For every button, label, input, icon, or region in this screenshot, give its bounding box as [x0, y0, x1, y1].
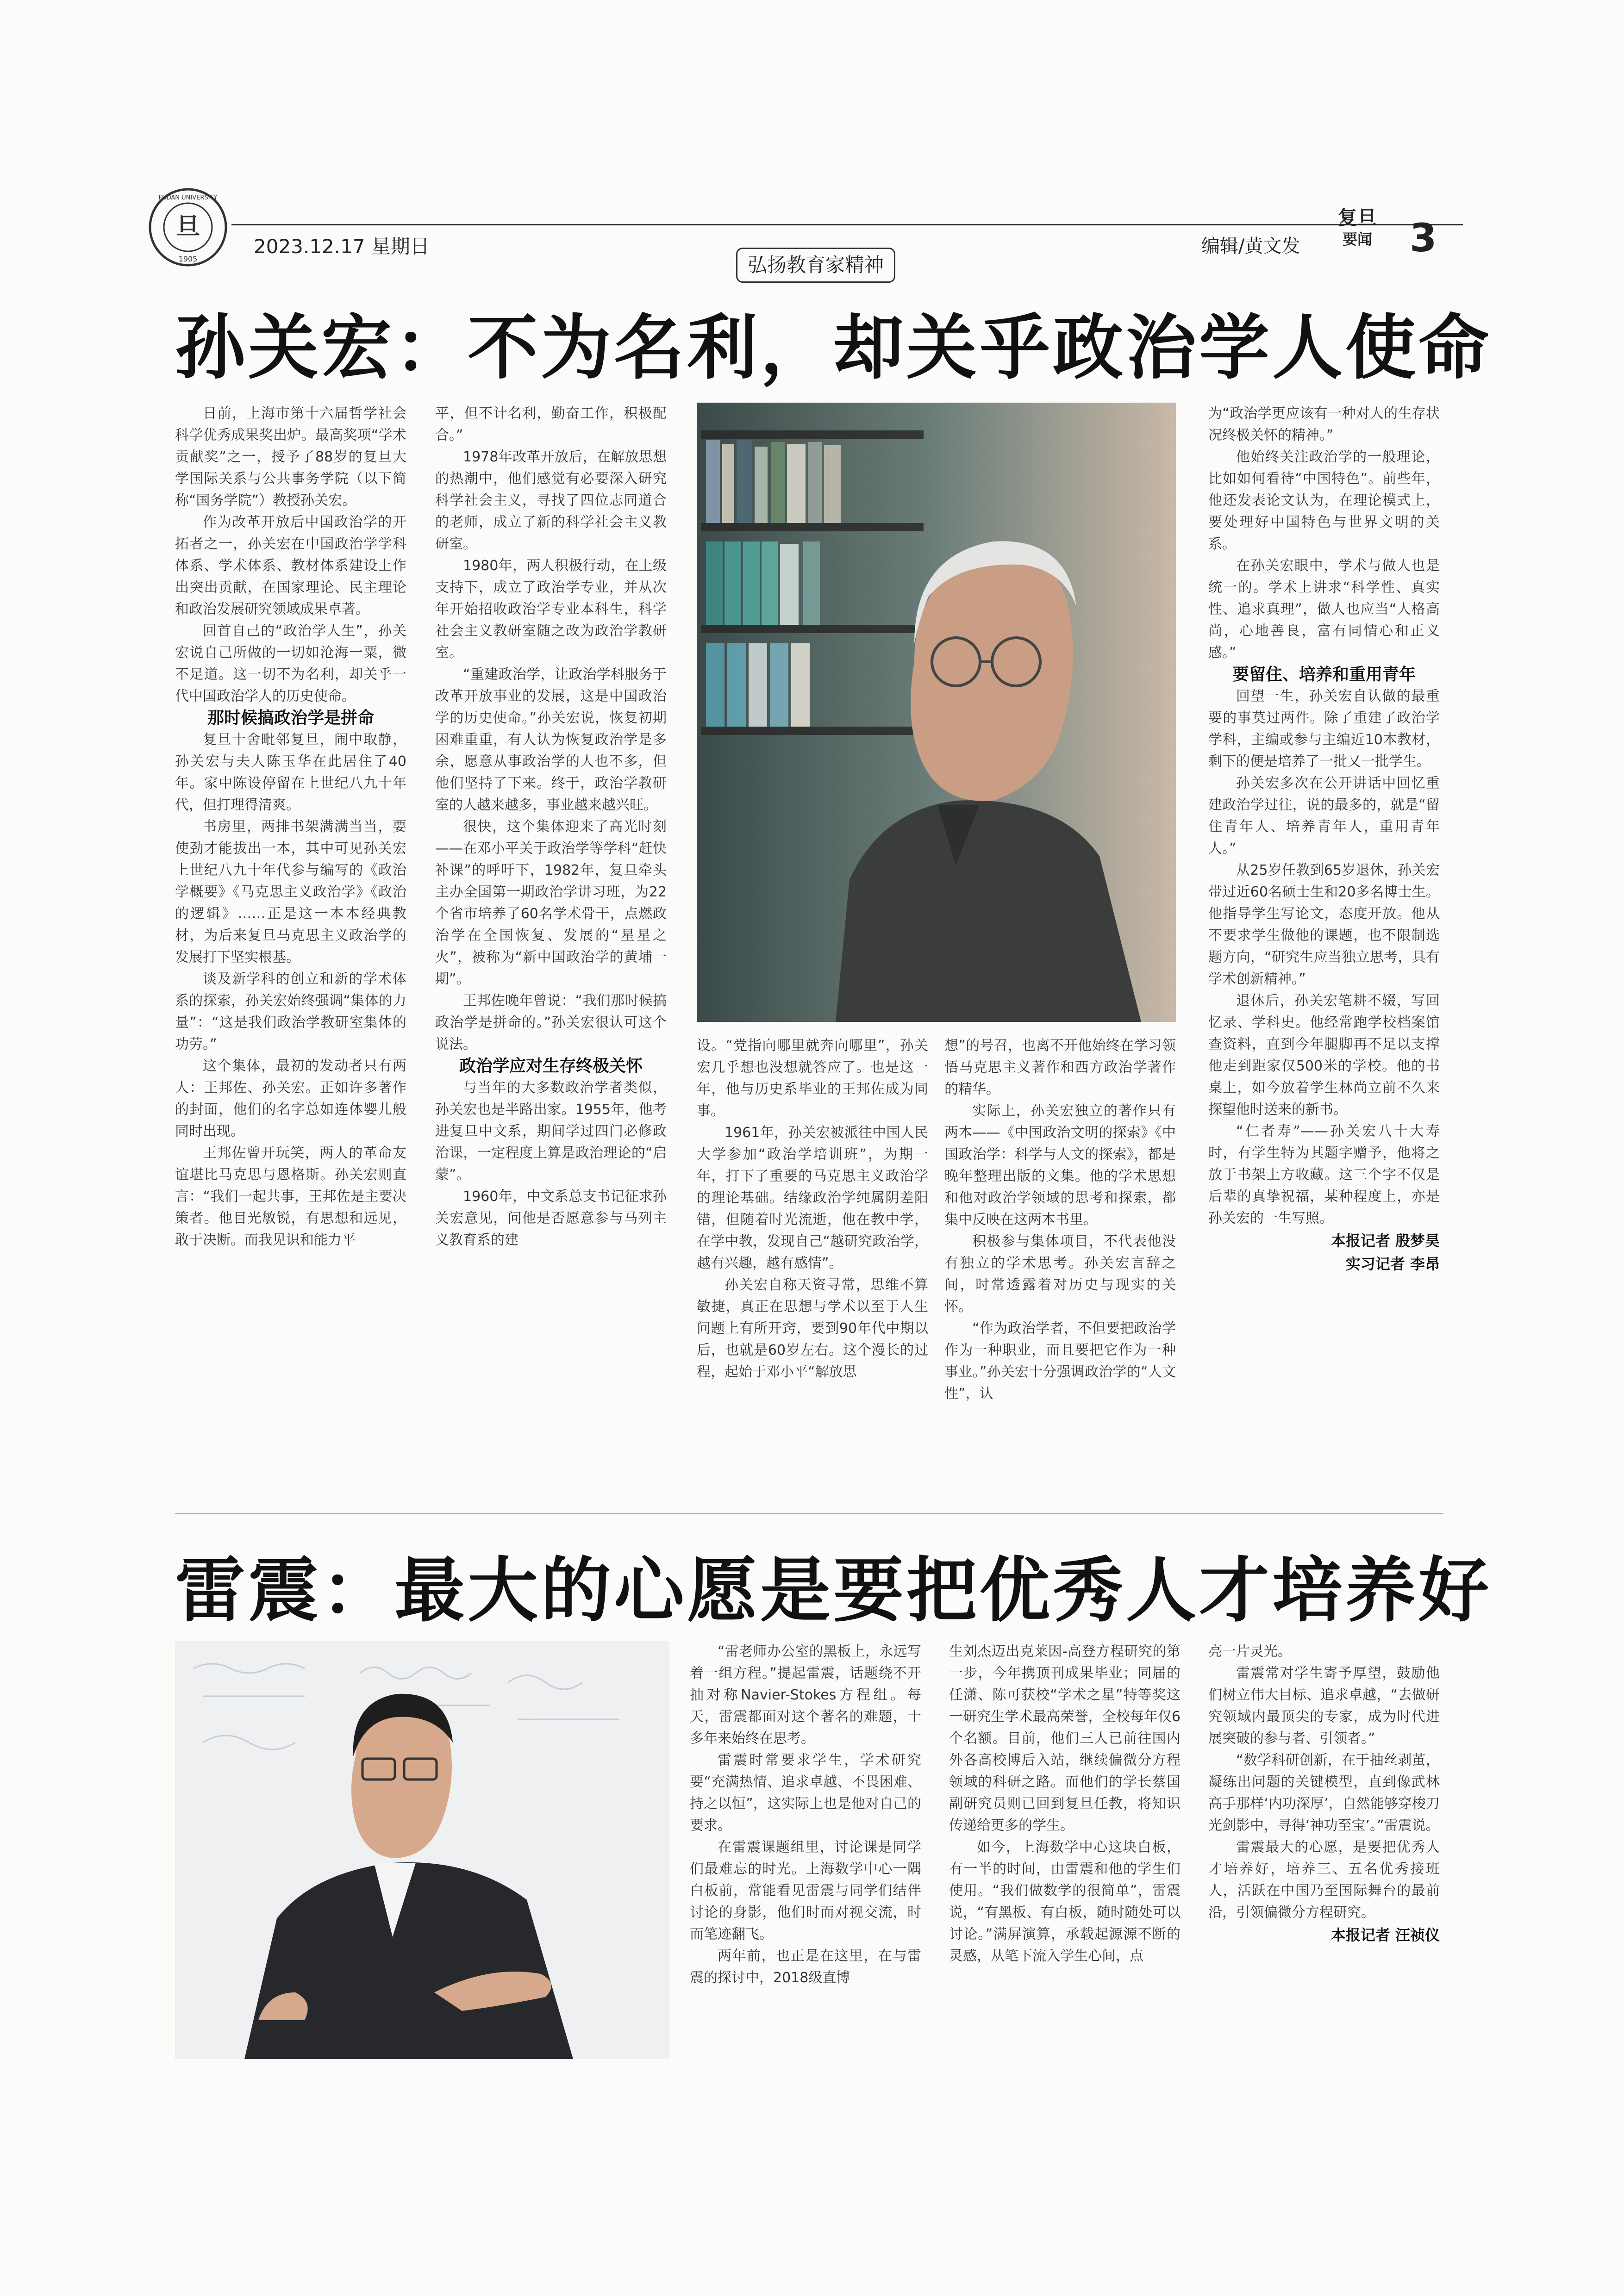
section-tag: 弘扬教育家精神 — [736, 248, 895, 283]
sun-guanhong-portrait-photo — [697, 403, 1176, 1022]
paragraph: 在雷震课题组里，讨论课是同学们最难忘的时光。上海数学中心一隅白板前，常能看见雷震与同学们结伴讨论的身影，他们时而对视交流，时而笔迹翻飞。 — [690, 1839, 921, 1942]
article2-byline: 本报记者 汪祯仪 — [1330, 1926, 1440, 1944]
paragraph: 雷震最大的心愿，是要把优秀人才培养好，培养三、五名优秀接班人，活跃在中国乃至国际舞台的最前沿，引领偏微分方程研究。 — [1208, 1839, 1440, 1921]
paragraph: 孙关宏多次在公开讲话中回忆重建政治学过往，说的最多的，就是“留住青年人、培养青年人，重用青年人。” — [1208, 775, 1440, 857]
paragraph: 日前，上海市第十六届哲学社会科学优秀成果奖出炉。最高奖项“学术贡献奖”之一，授予了88岁的复旦大学国际关系与公共事务学院（以下简称“国务学院”）教授孙关宏。 — [175, 405, 406, 509]
paragraph: 雷震常对学生寄予厚望，鼓励他们树立伟大目标、追求卓越，“去做研究领域内最顶尖的专家，成为时代进展突破的参与者、引领者。” — [1208, 1665, 1440, 1747]
paragraph: 平，但不计名利，勤奋工作，积极配合。” — [435, 405, 667, 443]
paragraph: 雷震时常要求学生，学术研究要“充满热情、追求卓越、不畏困难、持之以恒”，这实际上也是他对自己的要求。 — [690, 1752, 921, 1834]
fudan-university-logo — [148, 187, 228, 267]
svg-text:FUDAN UNIVERSITY: FUDAN UNIVERSITY — [158, 194, 218, 201]
paragraph: 王邦佐曾开玩笑，两人的革命友谊堪比马克思与恩格斯。孙关宏则直言：“我们一起共事，王邦佐是主要决策者。他目光敏锐，有思想和远见，敢于决断。而我见识和能力平 — [175, 1145, 406, 1248]
paragraph: 设。“党指向哪里就奔向哪里”，孙关宏几乎想也没想就答应了。也是这一年，他与历史系毕业的王邦佐成为同事。 — [697, 1038, 928, 1119]
brand-name: 复旦 — [1338, 206, 1377, 229]
article2-headline: 雷震：最大的心愿是要把优秀人才培养好 — [175, 1549, 1492, 1631]
paragraph: 积极参与集体项目，不代表他没有独立的学术思考。孙关宏言辞之间，时常透露着对历史与现实的关怀。 — [944, 1233, 1176, 1315]
article2-column-2 — [949, 1641, 1181, 2057]
paragraph: 实际上，孙关宏独立的著作只有两本——《中国政治文明的探索》《中国政治学：科学与人文的探索》，都是晚年整理出版的文集。他的学术思想和他对政治学领域的思考和探索，都集中反映在这两本书里。 — [944, 1103, 1176, 1228]
paragraph: 很快，这个集体迎来了高光时刻——在邓小平关于政治学等学科“赶快补课”的呼吁下，1982年，复旦牵头主办全国第一期政治学讲习班，为22个省市培养了60名学术骨干，点燃政治学在全国恢复、发展的“星星之火”，被称为“新中国政治学的黄埔一期”。 — [435, 819, 667, 987]
page-number: 3 — [1410, 215, 1437, 261]
header-rule — [231, 224, 1463, 225]
paragraph: 书房里，两排书架满满当当，要使劲才能拔出一本，其中可见孙关宏上世纪八九十年代参与编写的《政治学概要》《马克思主义政治学》《政治的逻辑》……正是这一本本经典教材，为后来复旦马克思主义政治学的发展打下坚实根基。 — [175, 819, 406, 965]
subheading: 政治学应对生存终极关怀 — [459, 1057, 643, 1076]
paragraph: 谈及新学科的创立和新的学术体系的探索，孙关宏始终强调“集体的力量”：“这是我们政治学教研室集体的功劳。” — [175, 971, 406, 1052]
brand-subtitle: 要闻 — [1343, 230, 1373, 248]
paragraph: 回首自己的“政治学人生”，孙关宏说自己所做的一切如沧海一粟，微不足道。这一切不为名利，却关乎一代中国政治学人的历史使命。 — [175, 623, 406, 704]
paragraph: 亮一片灵光。 — [1208, 1643, 1292, 1660]
paragraph: 1960年，中文系总支书记征求孙关宏意见，问他是否愿意参与马列主义教育系的建 — [435, 1188, 667, 1248]
article2-column-3 — [1208, 1641, 1440, 2094]
paragraph: 1961年，孙关宏被派往中国人民大学参加“政治学培训班”，为期一年，打下了重要的马克思主义政治学的理论基础。结缘政治学纯属阴差阳错，但随着时光流逝，他在教中学，在学中教，发现自己“越研究政治学，越有兴趣，越有感情”。 — [697, 1125, 928, 1271]
paragraph: 1978年改革开放后，在解放思想的热潮中，他们感觉有必要深入研究科学社会主义，寻找了四位志同道合的老师，成立了新的科学社会主义教研室。 — [435, 449, 667, 552]
paragraph: 这个集体，最初的发动者只有两人：王邦佐、孙关宏。正如许多著作的封面，他们的名字总如连体婴儿般同时出现。 — [175, 1058, 406, 1139]
article1-headline: 孙关宏：不为名利，却关乎政治学人使命 — [175, 306, 1492, 389]
paragraph: 与当年的大多数政治学者类似，孙关宏也是半路出家。1955年，他考进复旦中文系，期间学过四门必修政治课，一定程度上算是政治理论的“启蒙”。 — [435, 1080, 667, 1183]
paragraph: 两年前，也正是在这里，在与雷震的探讨中，2018级直博 — [690, 1948, 921, 1986]
paragraph: 想”的号召，也离不开他始终在学习领悟马克思主义著作和西方政治学著作的精华。 — [944, 1038, 1176, 1097]
subheading: 那时候搞政治学是拼命 — [207, 709, 374, 728]
issue-date: 2023.12.17 星期日 — [254, 235, 430, 258]
paragraph: “数学科研创新，在于抽丝剥茧，凝练出问题的关键模型，直到像武林高手那样‘内功深厚’，自然能够穿梭刀光剑影中，寻得‘神功至宝’。”雷震说。 — [1208, 1752, 1440, 1834]
section-brand — [1338, 207, 1377, 250]
paragraph: “作为政治学者，不但要把政治学作为一种职业，而且要把它作为一种事业。”孙关宏十分强调政治学的“人文性”，认 — [944, 1320, 1176, 1402]
paragraph: 复旦十舍毗邻复旦，闹中取静，孙关宏与夫人陈玉华在此居住了40年。家中陈设停留在上世纪八九十年代，但打理得清爽。 — [175, 732, 406, 813]
paragraph: “重建政治学，让政治学科服务于改革开放事业的发展，这是中国政治学的历史使命。”孙关宏说，恢复初期困难重重，有人认为恢复政治学是多余，愿意从事政治学的人也不多，但他们坚持了下来。终于，政治学教研室的人越来越多，事业越来越兴旺。 — [435, 666, 667, 813]
paragraph: 1980年，两人积极行动，在上级支持下，成立了政治学专业，并从次年开始招收政治学专业本科生，科学社会主义教研室随之改为政治学教研室。 — [435, 558, 667, 661]
article2-column-1 — [690, 1641, 921, 2057]
svg-text:1905: 1905 — [178, 255, 198, 263]
article1-column-5 — [1208, 403, 1440, 1513]
paragraph: 作为改革开放后中国政治学的开拓者之一，孙关宏在中国政治学学科体系、学术体系、教材体系建设上作出突出贡献，在国家理论、民主理论和政治发展研究领域成果卓著。 — [175, 514, 406, 617]
paragraph: 生刘杰迈出克莱因-高登方程研究的第一步，今年携顶刊成果毕业；同届的任潇、陈可获校“学术之星”特等奖这一研究生学术最高荣誉，全校每年仅6个名额。目前，他们三人已前往国内外各高校博后入站，继续偏微分方程领域的科研之路。而他们的学长蔡国副研究员则已回到复旦任教，将知识传递给更多的学生。 — [949, 1643, 1181, 1834]
subheading: 要留住、培养和重用青年 — [1232, 665, 1416, 684]
paragraph: 退休后，孙关宏笔耕不辍，写回忆录、学科史。他经常跑学校档案馆查资料，直到今年腿脚再不足以支撑他走到距家仅500米的学校。他的书桌上，如今放着学生林尚立前不久来探望他时送来的新书。 — [1208, 993, 1440, 1118]
article1-column-3 — [697, 1035, 928, 1516]
paragraph: “雷老师办公室的黑板上，永远写着一组方程。”提起雷震，话题绕不开抽对称Navier-Stokes方程组。每天，雷震都面对这个著名的难题，十多年来始终在思考。 — [690, 1643, 921, 1747]
article-separator — [175, 1513, 1443, 1514]
paragraph: 回望一生，孙关宏自认做的最重要的事莫过两件。除了重建了政治学学科，主编或参与主编近10本教材，剩下的便是培养了一批又一批学生。 — [1208, 688, 1440, 770]
article1-byline-reporter: 本报记者 殷梦昊 — [1330, 1232, 1440, 1250]
paragraph: 为“政治学更应该有一种对人的生存状况终极关怀的精神。” — [1208, 405, 1440, 443]
paragraph: 孙关宏自称天资寻常，思维不算敏捷，真正在思想与学术以至于人生问题上有所开窍，要到90年代中期以后，也就是60岁左右。这个漫长的过程，起始于邓小平“解放思 — [697, 1277, 928, 1380]
article1-byline-intern: 实习记者 李昂 — [1345, 1255, 1440, 1273]
article1-column-1 — [175, 403, 406, 1523]
paragraph: “仁者寿”——孙关宏八十大寿时，有学生特为其题字赠予，他将之放于书架上方收藏。这三个字不仅是后辈的真挚祝福，某种程度上，亦是孙关宏的一生写照。 — [1208, 1123, 1440, 1226]
paragraph: 如今，上海数学中心这块白板，有一半的时间，由雷震和他的学生们使用。“我们做数学的很简单”，雷震说，“有黑板、有白板，随时随处可以讨论。”满屏演算，承载起源源不断的灵感，从笔下流入学生心间，点 — [949, 1839, 1181, 1964]
paragraph: 王邦佐晚年曾说：“我们那时候搞政治学是拼命的。”孙关宏很认可这个说法。 — [435, 993, 667, 1052]
article1-column-2 — [435, 403, 667, 1523]
paragraph: 在孙关宏眼中，学术与做人也是统一的。学术上讲求“科学性、真实性、追求真理”，做人也应当“人格高尚，心地善良，富有同情心和正义感。” — [1208, 558, 1440, 661]
lei-zhen-photo — [175, 1641, 669, 2059]
article1-column-4 — [944, 1035, 1176, 1516]
editor-credit: 编辑/黄文发 — [1201, 236, 1300, 257]
paragraph: 他始终关注政治学的一般理论，比如如何看待“中国特色”。前些年，他还发表论文认为，在理论模式上，要处理好中国特色与世界文明的关系。 — [1208, 449, 1440, 552]
paragraph: 从25岁任教到65岁退休，孙关宏带过近60名硕士生和20多名博士生。他指导学生写论文，态度开放。他从不要求学生做他的课题，也不限制选题方向，“研究生应当独立思考，具有学术创新精神。” — [1208, 862, 1440, 987]
svg-text:旦: 旦 — [175, 212, 200, 241]
